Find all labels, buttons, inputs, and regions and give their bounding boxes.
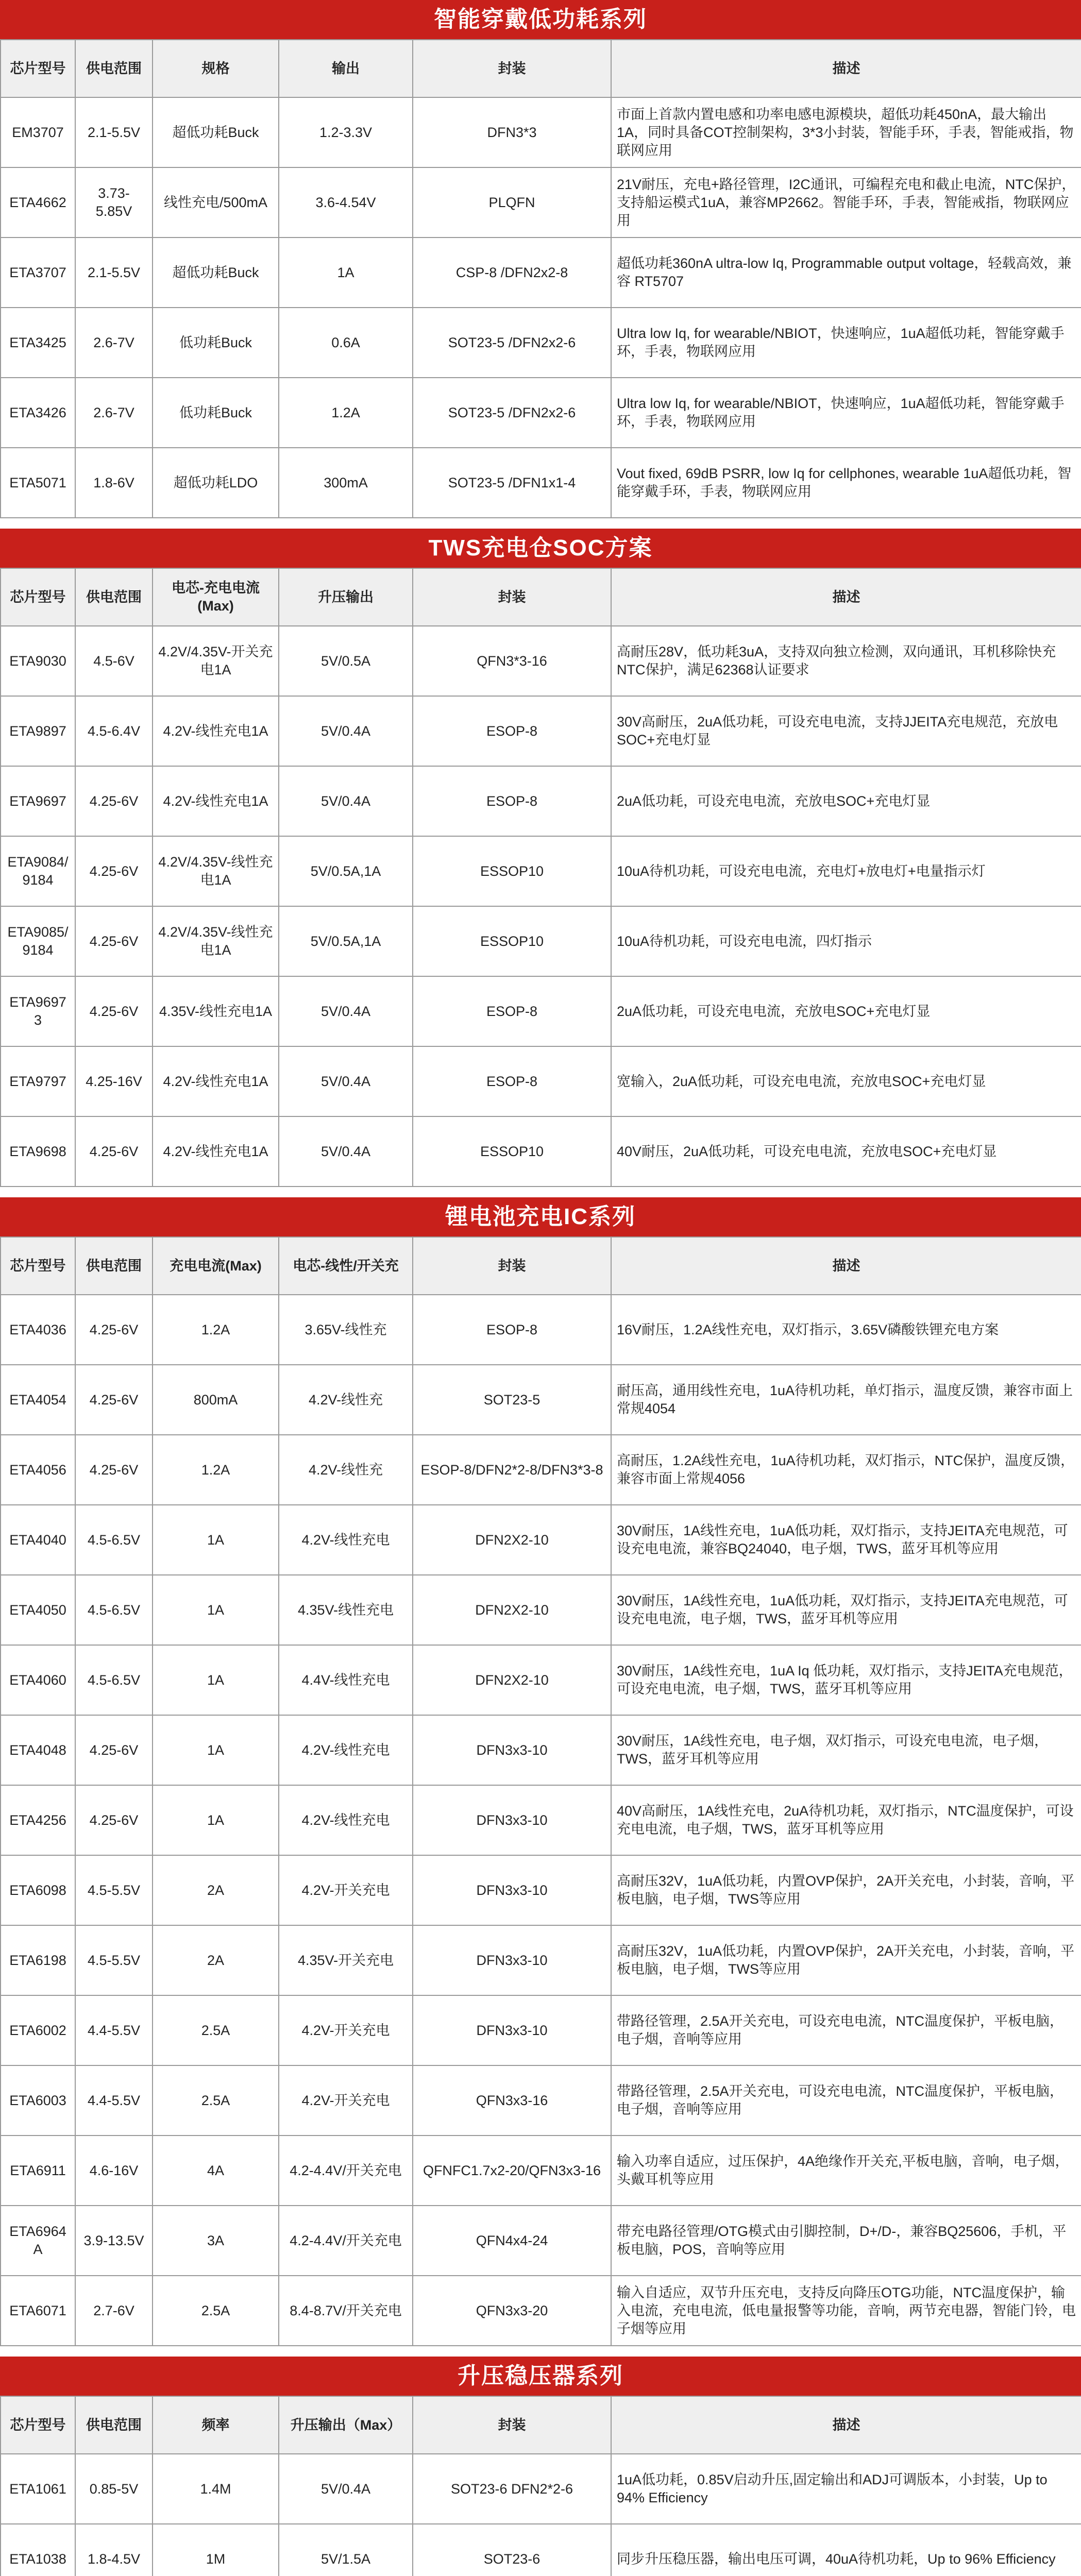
package-cell: ESSOP10 bbox=[413, 906, 611, 976]
output-cell: 0.6A bbox=[279, 308, 413, 378]
spec-cell: 超低功耗LDO bbox=[153, 448, 279, 518]
package-cell: SOT23-5 bbox=[413, 1365, 611, 1435]
table-row bbox=[1, 1295, 1081, 1365]
output-cell: 5V/1.5A bbox=[279, 2524, 413, 2576]
description-cell: 30V耐压，1A线性充电，1uA低功耗，双灯指示，支持JEITA充电规范，可设充电电流，兼容BQ24040，电子烟，TWS，蓝牙耳机等应用 bbox=[611, 1505, 1081, 1575]
spec-cell: 1A bbox=[153, 1645, 279, 1715]
part-number-cell: ETA1061 bbox=[1, 2454, 75, 2524]
spec-cell: 4.2V/4.35V-开关充电1A bbox=[153, 626, 279, 696]
part-number-cell: ETA1038 bbox=[1, 2524, 75, 2576]
spec-cell: 4.2V/4.35V-线性充电1A bbox=[153, 836, 279, 906]
package-cell: ESOP-8 bbox=[413, 696, 611, 766]
supply-range-cell: 4.5-6.4V bbox=[75, 696, 153, 766]
package-cell: ESOP-8 bbox=[413, 976, 611, 1046]
description-cell: 同步升压稳压器，输出电压可调，40uA待机功耗，Up to 96% Efficiency bbox=[611, 2524, 1081, 2576]
supply-range-cell: 4.25-6V bbox=[75, 1785, 153, 1855]
output-cell: 4.2V-线性充电 bbox=[279, 1505, 413, 1575]
part-number-cell: ETA3707 bbox=[1, 238, 75, 308]
part-number-cell: ETA6911 bbox=[1, 2136, 75, 2206]
output-cell: 5V/0.4A bbox=[279, 976, 413, 1046]
output-cell: 4.2V-线性充电 bbox=[279, 1785, 413, 1855]
supply-range-cell: 4.5-5.5V bbox=[75, 1925, 153, 1995]
package-cell: ESOP-8/DFN2*2-8/DFN3*3-8 bbox=[413, 1435, 611, 1505]
column-header: 升压输出（Max） bbox=[279, 2396, 413, 2454]
spec-cell: 超低功耗Buck bbox=[153, 97, 279, 167]
spec-cell: 低功耗Buck bbox=[153, 378, 279, 448]
spec-cell: 1A bbox=[153, 1575, 279, 1645]
output-cell: 3.6-4.54V bbox=[279, 167, 413, 238]
spec-cell: 4.35V-线性充电1A bbox=[153, 976, 279, 1046]
supply-range-cell: 3.9-13.5V bbox=[75, 2206, 153, 2276]
column-header: 电芯-充电电流(Max) bbox=[153, 568, 279, 626]
output-cell: 4.2V-开关充电 bbox=[279, 1995, 413, 2065]
package-cell: DFN2X2-10 bbox=[413, 1505, 611, 1575]
output-cell: 3.65V-线性充 bbox=[279, 1295, 413, 1365]
table-row bbox=[1, 2136, 1081, 2206]
part-number-cell: ETA9030 bbox=[1, 626, 75, 696]
table-row bbox=[1, 1995, 1081, 2065]
output-cell: 5V/0.5A,1A bbox=[279, 836, 413, 906]
supply-range-cell: 2.1-5.5V bbox=[75, 97, 153, 167]
column-header: 输出 bbox=[279, 40, 413, 97]
table-row bbox=[1, 1116, 1081, 1187]
column-header: 供电范围 bbox=[75, 568, 153, 626]
table-header-row bbox=[1, 40, 1081, 97]
supply-range-cell: 4.25-6V bbox=[75, 976, 153, 1046]
output-cell: 5V/0.4A bbox=[279, 696, 413, 766]
part-number-cell: ETA4048 bbox=[1, 1715, 75, 1785]
part-number-cell: ETA96973 bbox=[1, 976, 75, 1046]
description-cell: Ultra low Iq, for wearable/NBIOT，快速响应，1uA超低功耗，智能穿戴手环，手表，物联网应用 bbox=[611, 308, 1081, 378]
package-cell: ESOP-8 bbox=[413, 766, 611, 836]
package-cell: PLQFN bbox=[413, 167, 611, 238]
description-cell: 21V耐压，充电+路径管理，I2C通讯，可编程充电和截止电流，NTC保护，支持船运模式1uA，兼容MP2662。智能手环，手表，智能戒指，物联网应用 bbox=[611, 167, 1081, 238]
supply-range-cell: 4.25-6V bbox=[75, 836, 153, 906]
part-number-cell: ETA4662 bbox=[1, 167, 75, 238]
part-number-cell: ETA6964A bbox=[1, 2206, 75, 2276]
table-row bbox=[1, 378, 1081, 448]
spec-cell: 低功耗Buck bbox=[153, 308, 279, 378]
package-cell: DFN2X2-10 bbox=[413, 1575, 611, 1645]
output-cell: 4.2V-开关充电 bbox=[279, 2065, 413, 2136]
part-number-cell: ETA6002 bbox=[1, 1995, 75, 2065]
supply-range-cell: 4.6-16V bbox=[75, 2136, 153, 2206]
column-header: 芯片型号 bbox=[1, 1237, 75, 1295]
description-cell: 2uA低功耗，可设充电电流，充放电SOC+充电灯显 bbox=[611, 766, 1081, 836]
column-header: 频率 bbox=[153, 2396, 279, 2454]
section-title: 智能穿戴低功耗系列 bbox=[0, 0, 1081, 39]
part-number-cell: EM3707 bbox=[1, 97, 75, 167]
column-header: 描述 bbox=[611, 2396, 1081, 2454]
table-row bbox=[1, 1645, 1081, 1715]
column-header: 充电电流(Max) bbox=[153, 1237, 279, 1295]
supply-range-cell: 4.5-6.5V bbox=[75, 1505, 153, 1575]
supply-range-cell: 1.8-4.5V bbox=[75, 2524, 153, 2576]
part-number-cell: ETA9084/9184 bbox=[1, 836, 75, 906]
supply-range-cell: 4.25-6V bbox=[75, 766, 153, 836]
description-cell: 30V耐压，1A线性充电，电子烟，双灯指示，可设充电电流，电子烟，TWS，蓝牙耳机等应用 bbox=[611, 1715, 1081, 1785]
package-cell: SOT23-5 /DFN2x2-6 bbox=[413, 308, 611, 378]
output-cell: 1.2A bbox=[279, 378, 413, 448]
supply-range-cell: 4.4-5.5V bbox=[75, 1995, 153, 2065]
supply-range-cell: 2.7-6V bbox=[75, 2276, 153, 2346]
supply-range-cell: 2.6-7V bbox=[75, 308, 153, 378]
supply-range-cell: 4.25-16V bbox=[75, 1046, 153, 1116]
spec-cell: 2.5A bbox=[153, 2065, 279, 2136]
spec-cell: 1A bbox=[153, 1715, 279, 1785]
supply-range-cell: 3.73-5.85V bbox=[75, 167, 153, 238]
column-header: 升压输出 bbox=[279, 568, 413, 626]
column-header: 电芯-线性/开关充 bbox=[279, 1237, 413, 1295]
column-header: 规格 bbox=[153, 40, 279, 97]
part-number-cell: ETA9697 bbox=[1, 766, 75, 836]
column-header: 芯片型号 bbox=[1, 40, 75, 97]
spec-cell: 1.4M bbox=[153, 2454, 279, 2524]
table-row bbox=[1, 1855, 1081, 1925]
spec-cell: 2A bbox=[153, 1925, 279, 1995]
column-header: 芯片型号 bbox=[1, 2396, 75, 2454]
output-cell: 4.2V-线性充 bbox=[279, 1435, 413, 1505]
output-cell: 8.4-8.7V/开关充电 bbox=[279, 2276, 413, 2346]
table-row bbox=[1, 766, 1081, 836]
table-row bbox=[1, 1785, 1081, 1855]
spec-cell: 4.2V-线性充电1A bbox=[153, 1116, 279, 1187]
column-header: 供电范围 bbox=[75, 1237, 153, 1295]
table-row bbox=[1, 906, 1081, 976]
package-cell: SOT23-6 DFN2*2-6 bbox=[413, 2454, 611, 2524]
column-header: 描述 bbox=[611, 568, 1081, 626]
part-number-cell: ETA3426 bbox=[1, 378, 75, 448]
column-header: 供电范围 bbox=[75, 2396, 153, 2454]
output-cell: 4.35V-开关充电 bbox=[279, 1925, 413, 1995]
output-cell: 4.35V-线性充电 bbox=[279, 1575, 413, 1645]
part-number-cell: ETA9085/9184 bbox=[1, 906, 75, 976]
product-section bbox=[0, 529, 1081, 1187]
description-cell: 40V耐压，2uA低功耗，可设充电电流，充放电SOC+充电灯显 bbox=[611, 1116, 1081, 1187]
product-table bbox=[0, 39, 1081, 518]
column-header: 封装 bbox=[413, 2396, 611, 2454]
part-number-cell: ETA6071 bbox=[1, 2276, 75, 2346]
table-header-row bbox=[1, 1237, 1081, 1295]
package-cell: QFN3x3-16 bbox=[413, 2065, 611, 2136]
table-row bbox=[1, 1365, 1081, 1435]
description-cell: 1uA低功耗，0.85V启动升压,固定输出和ADJ可调版本，小封装，Up to 94% Efficiency bbox=[611, 2454, 1081, 2524]
output-cell: 5V/0.4A bbox=[279, 766, 413, 836]
product-section bbox=[0, 0, 1081, 518]
output-cell: 1.2-3.3V bbox=[279, 97, 413, 167]
product-section bbox=[0, 1197, 1081, 2346]
package-cell: ESSOP10 bbox=[413, 836, 611, 906]
product-section bbox=[0, 2357, 1081, 2576]
package-cell: DFN3x3-10 bbox=[413, 1715, 611, 1785]
supply-range-cell: 4.25-6V bbox=[75, 1435, 153, 1505]
description-cell: 市面上首款内置电感和功率电感电源模块，超低功耗450nA，最大输出1A，同时具备COT控制架构，3*3小封装，智能手环，手表，智能戒指，物联网应用 bbox=[611, 97, 1081, 167]
description-cell: 40V高耐压，1A线性充电，2uA待机功耗，双灯指示，NTC温度保护，可设充电电流，电子烟，TWS，蓝牙耳机等应用 bbox=[611, 1785, 1081, 1855]
column-header: 芯片型号 bbox=[1, 568, 75, 626]
spec-cell: 4.2V-线性充电1A bbox=[153, 766, 279, 836]
spec-cell: 2.5A bbox=[153, 1995, 279, 2065]
table-row bbox=[1, 1575, 1081, 1645]
part-number-cell: ETA5071 bbox=[1, 448, 75, 518]
spec-cell: 4.2V-线性充电1A bbox=[153, 1046, 279, 1116]
description-cell: 30V耐压，1A线性充电，1uA低功耗，双灯指示，支持JEITA充电规范，可设充电电流，电子烟，TWS，蓝牙耳机等应用 bbox=[611, 1575, 1081, 1645]
spec-cell: 超低功耗Buck bbox=[153, 238, 279, 308]
spec-cell: 2.5A bbox=[153, 2276, 279, 2346]
spec-cell: 1M bbox=[153, 2524, 279, 2576]
output-cell: 4.2V-线性充 bbox=[279, 1365, 413, 1435]
table-row bbox=[1, 976, 1081, 1046]
part-number-cell: ETA9897 bbox=[1, 696, 75, 766]
output-cell: 4.2V-线性充电 bbox=[279, 1715, 413, 1785]
part-number-cell: ETA6003 bbox=[1, 2065, 75, 2136]
output-cell: 5V/0.5A,1A bbox=[279, 906, 413, 976]
output-cell: 4.4V-线性充电 bbox=[279, 1645, 413, 1715]
table-row bbox=[1, 2065, 1081, 2136]
supply-range-cell: 4.5-6V bbox=[75, 626, 153, 696]
supply-range-cell: 4.4-5.5V bbox=[75, 2065, 153, 2136]
output-cell: 4.2-4.4V/开关充电 bbox=[279, 2136, 413, 2206]
spec-cell: 1A bbox=[153, 1505, 279, 1575]
description-cell: 高耐压32V，1uA低功耗，内置OVP保护，2A开关充电，小封装，音响，平板电脑，电子烟，TWS等应用 bbox=[611, 1855, 1081, 1925]
package-cell: DFN3x3-10 bbox=[413, 1925, 611, 1995]
description-cell: 高耐压，1.2A线性充电，1uA待机功耗，双灯指示，NTC保护，温度反馈，兼容市面上常规4056 bbox=[611, 1435, 1081, 1505]
table-row bbox=[1, 2206, 1081, 2276]
part-number-cell: ETA9797 bbox=[1, 1046, 75, 1116]
supply-range-cell: 0.85-5V bbox=[75, 2454, 153, 2524]
spec-cell: 3A bbox=[153, 2206, 279, 2276]
description-cell: 16V耐压，1.2A线性充电，双灯指示，3.65V磷酸铁锂充电方案 bbox=[611, 1295, 1081, 1365]
output-cell: 5V/0.4A bbox=[279, 1046, 413, 1116]
output-cell: 1A bbox=[279, 238, 413, 308]
product-table bbox=[0, 2396, 1081, 2576]
package-cell: DFN3x3-10 bbox=[413, 1855, 611, 1925]
supply-range-cell: 2.1-5.5V bbox=[75, 238, 153, 308]
package-cell: CSP-8 /DFN2x2-8 bbox=[413, 238, 611, 308]
package-cell: DFN3*3 bbox=[413, 97, 611, 167]
description-cell: 输入自适应，双节升压充电，支持反向降压OTG功能，NTC温度保护，输入电流，充电电流，低电量报警等功能，音响，两节充电器，智能门铃，电子烟等应用 bbox=[611, 2276, 1081, 2346]
spec-cell: 1A bbox=[153, 1785, 279, 1855]
part-number-cell: ETA9698 bbox=[1, 1116, 75, 1187]
table-row bbox=[1, 2454, 1081, 2524]
table-row bbox=[1, 836, 1081, 906]
description-cell: 宽输入，2uA低功耗，可设充电电流，充放电SOC+充电灯显 bbox=[611, 1046, 1081, 1116]
spec-cell: 线性充电/500mA bbox=[153, 167, 279, 238]
description-cell: 耐压高，通用线性充电，1uA待机功耗，单灯指示，温度反馈，兼容市面上常规4054 bbox=[611, 1365, 1081, 1435]
description-cell: 带路径管理，2.5A开关充电，可设充电电流，NTC温度保护，平板电脑，电子烟，音响等应用 bbox=[611, 2065, 1081, 2136]
supply-range-cell: 4.5-6.5V bbox=[75, 1575, 153, 1645]
output-cell: 300mA bbox=[279, 448, 413, 518]
package-cell: SOT23-5 /DFN1x1-4 bbox=[413, 448, 611, 518]
description-cell: 30V高耐压，2uA低功耗，可设充电电流，支持JJEITA充电规范，充放电SOC+充电灯显 bbox=[611, 696, 1081, 766]
supply-range-cell: 4.5-6.5V bbox=[75, 1645, 153, 1715]
table-row bbox=[1, 2524, 1081, 2576]
supply-range-cell: 4.25-6V bbox=[75, 1295, 153, 1365]
table-header-row bbox=[1, 2396, 1081, 2454]
spec-cell: 1.2A bbox=[153, 1295, 279, 1365]
spec-cell: 4A bbox=[153, 2136, 279, 2206]
column-header: 封装 bbox=[413, 568, 611, 626]
package-cell: QFN4x4-24 bbox=[413, 2206, 611, 2276]
package-cell: DFN2X2-10 bbox=[413, 1645, 611, 1715]
part-number-cell: ETA4056 bbox=[1, 1435, 75, 1505]
package-cell: QFN3x3-20 bbox=[413, 2276, 611, 2346]
package-cell: QFNFC1.7x2-20/QFN3x3-16 bbox=[413, 2136, 611, 2206]
description-cell: 带充电路径管理/OTG模式由引脚控制，D+/D-，兼容BQ25606，手机，平板电脑，POS，音响等应用 bbox=[611, 2206, 1081, 2276]
table-row bbox=[1, 1046, 1081, 1116]
description-cell: 高耐压28V，低功耗3uA，支持双向独立检测，双向通讯，耳机移除快充NTC保护，满足62368认证要求 bbox=[611, 626, 1081, 696]
column-header: 供电范围 bbox=[75, 40, 153, 97]
column-header: 描述 bbox=[611, 40, 1081, 97]
table-row bbox=[1, 1715, 1081, 1785]
table-row bbox=[1, 448, 1081, 518]
column-header: 封装 bbox=[413, 40, 611, 97]
table-row bbox=[1, 1925, 1081, 1995]
package-cell: SOT23-5 /DFN2x2-6 bbox=[413, 378, 611, 448]
part-number-cell: ETA4050 bbox=[1, 1575, 75, 1645]
part-number-cell: ETA3425 bbox=[1, 308, 75, 378]
package-cell: ESOP-8 bbox=[413, 1046, 611, 1116]
supply-range-cell: 4.25-6V bbox=[75, 1365, 153, 1435]
section-title: 升压稳压器系列 bbox=[0, 2357, 1081, 2396]
output-cell: 5V/0.4A bbox=[279, 2454, 413, 2524]
part-number-cell: ETA4256 bbox=[1, 1785, 75, 1855]
spec-cell: 2A bbox=[153, 1855, 279, 1925]
spec-cell: 4.2V-线性充电1A bbox=[153, 696, 279, 766]
section-title: 锂电池充电IC系列 bbox=[0, 1197, 1081, 1236]
output-cell: 5V/0.4A bbox=[279, 1116, 413, 1187]
supply-range-cell: 4.25-6V bbox=[75, 1116, 153, 1187]
table-row bbox=[1, 308, 1081, 378]
column-header: 封装 bbox=[413, 1237, 611, 1295]
part-number-cell: ETA6098 bbox=[1, 1855, 75, 1925]
table-header-row bbox=[1, 568, 1081, 626]
package-cell: ESSOP10 bbox=[413, 1116, 611, 1187]
column-header: 描述 bbox=[611, 1237, 1081, 1295]
part-number-cell: ETA6198 bbox=[1, 1925, 75, 1995]
package-cell: ESOP-8 bbox=[413, 1295, 611, 1365]
description-cell: 30V耐压，1A线性充电，1uA Iq 低功耗，双灯指示，支持JEITA充电规范，可设充电电流，电子烟，TWS，蓝牙耳机等应用 bbox=[611, 1645, 1081, 1715]
description-cell: 输入功率自适应，过压保护，4A绝缘作开关充,平板电脑，音响，电子烟，头戴耳机等应用 bbox=[611, 2136, 1081, 2206]
product-table bbox=[0, 568, 1081, 1187]
part-number-cell: ETA4036 bbox=[1, 1295, 75, 1365]
supply-range-cell: 2.6-7V bbox=[75, 378, 153, 448]
supply-range-cell: 4.25-6V bbox=[75, 1715, 153, 1785]
supply-range-cell: 1.8-6V bbox=[75, 448, 153, 518]
part-number-cell: ETA4040 bbox=[1, 1505, 75, 1575]
output-cell: 5V/0.5A bbox=[279, 626, 413, 696]
spec-cell: 4.2V/4.35V-线性充电1A bbox=[153, 906, 279, 976]
output-cell: 4.2-4.4V/开关充电 bbox=[279, 2206, 413, 2276]
supply-range-cell: 4.5-5.5V bbox=[75, 1855, 153, 1925]
description-cell: 10uA待机功耗，可设充电电流，充电灯+放电灯+电量指示灯 bbox=[611, 836, 1081, 906]
supply-range-cell: 4.25-6V bbox=[75, 906, 153, 976]
table-row bbox=[1, 167, 1081, 238]
package-cell: DFN3x3-10 bbox=[413, 1785, 611, 1855]
description-cell: 10uA待机功耗，可设充电电流，四灯指示 bbox=[611, 906, 1081, 976]
section-title: TWS充电仓SOC方案 bbox=[0, 529, 1081, 568]
table-row bbox=[1, 97, 1081, 167]
table-row bbox=[1, 2276, 1081, 2346]
part-number-cell: ETA4060 bbox=[1, 1645, 75, 1715]
package-cell: SOT23-6 bbox=[413, 2524, 611, 2576]
description-cell: 超低功耗360nA ultra-low Iq, Programmable output voltage，轻载高效，兼容 RT5707 bbox=[611, 238, 1081, 308]
description-cell: Vout fixed, 69dB PSRR, low Iq for cellphones, wearable 1uA超低功耗，智能穿戴手环，手表，物联网应用 bbox=[611, 448, 1081, 518]
table-row bbox=[1, 238, 1081, 308]
spec-cell: 1.2A bbox=[153, 1435, 279, 1505]
table-row bbox=[1, 1435, 1081, 1505]
output-cell: 4.2V-开关充电 bbox=[279, 1855, 413, 1925]
part-number-cell: ETA4054 bbox=[1, 1365, 75, 1435]
product-table bbox=[0, 1236, 1081, 2346]
table-row bbox=[1, 1505, 1081, 1575]
package-cell: DFN3x3-10 bbox=[413, 1995, 611, 2065]
package-cell: QFN3*3-16 bbox=[413, 626, 611, 696]
table-row bbox=[1, 696, 1081, 766]
description-cell: 2uA低功耗，可设充电电流，充放电SOC+充电灯显 bbox=[611, 976, 1081, 1046]
description-cell: 高耐压32V，1uA低功耗，内置OVP保护，2A开关充电，小封装，音响，平板电脑，电子烟，TWS等应用 bbox=[611, 1925, 1081, 1995]
spec-cell: 800mA bbox=[153, 1365, 279, 1435]
description-cell: Ultra low Iq, for wearable/NBIOT，快速响应，1uA超低功耗，智能穿戴手环，手表，物联网应用 bbox=[611, 378, 1081, 448]
description-cell: 带路径管理，2.5A开关充电，可设充电电流，NTC温度保护，平板电脑，电子烟，音响等应用 bbox=[611, 1995, 1081, 2065]
table-row bbox=[1, 626, 1081, 696]
